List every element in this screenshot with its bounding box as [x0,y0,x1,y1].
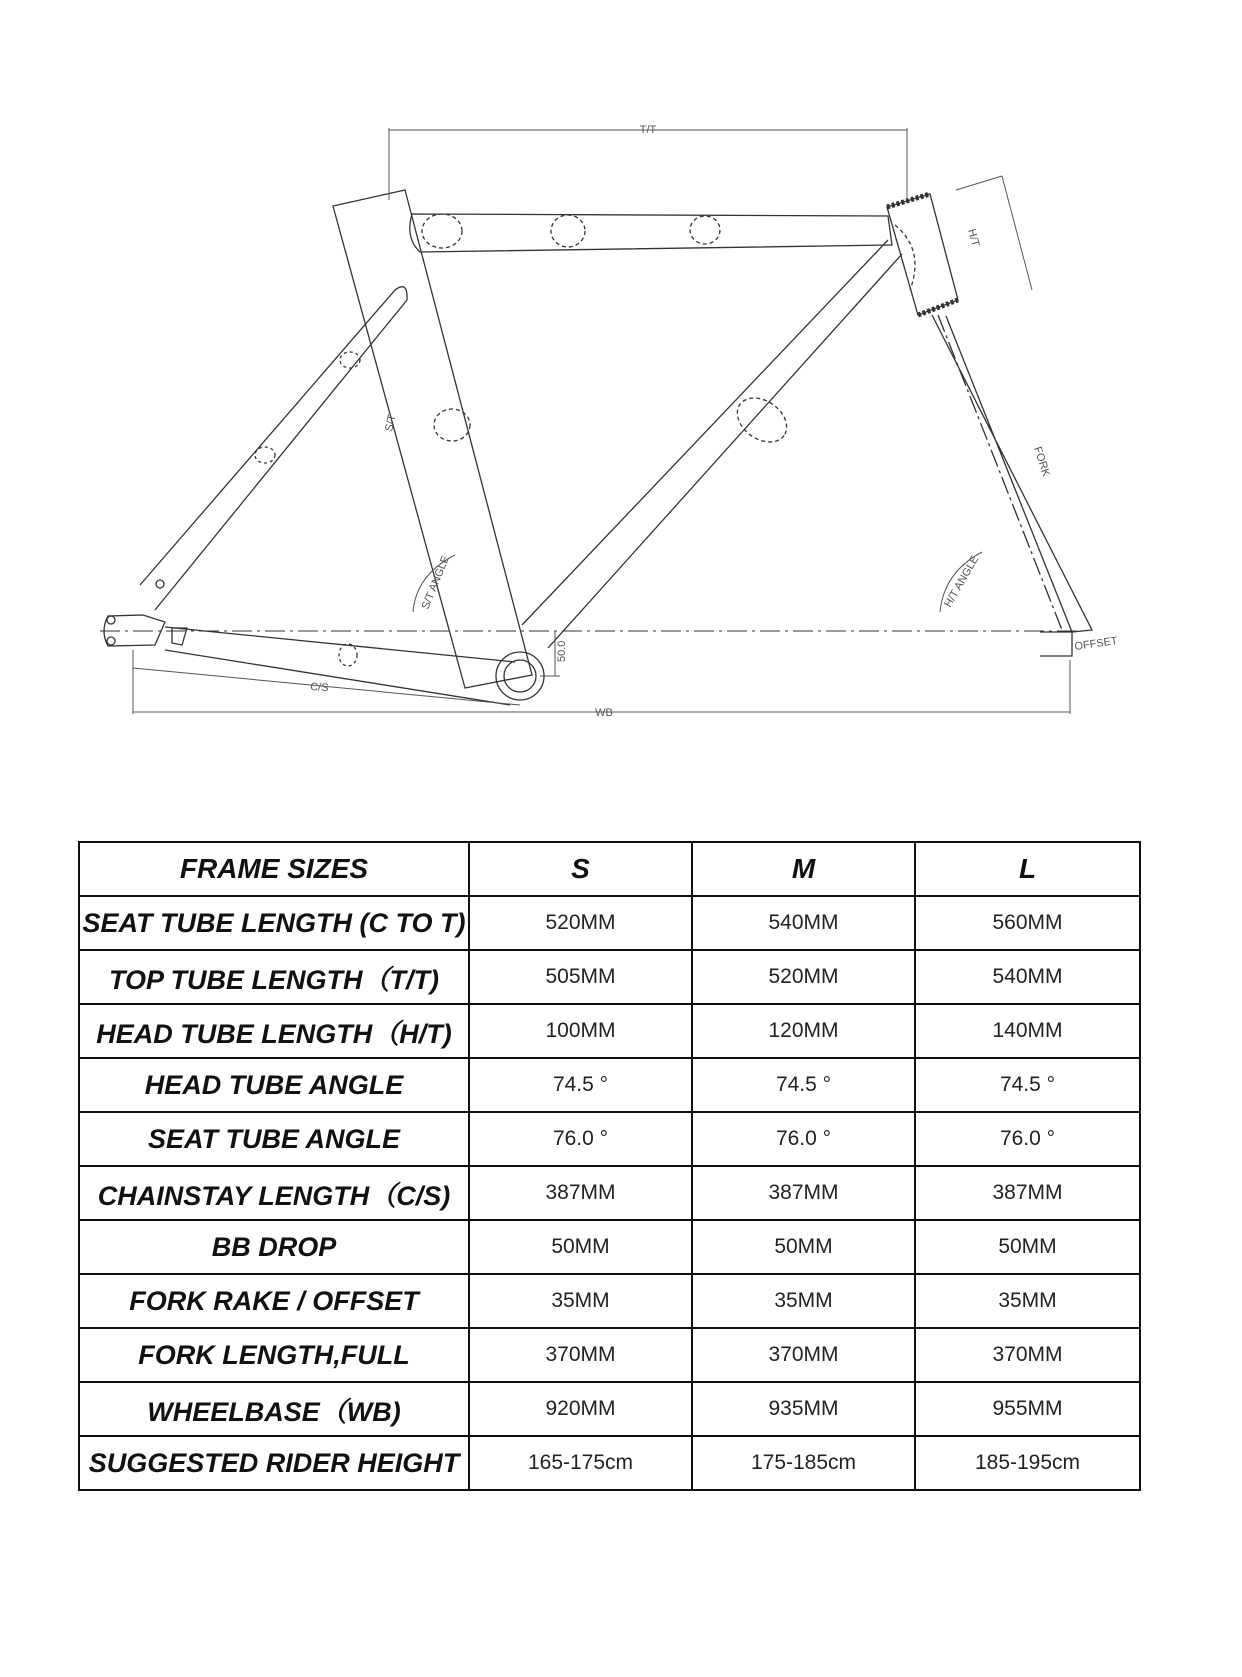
cell-m: 370MM [692,1328,915,1382]
cell-m: 520MM [692,950,915,1004]
top-tube [410,214,892,252]
seat-tube [333,190,532,688]
frame-size-table [78,841,1141,1491]
label-head-tube: H/T [965,227,982,248]
cell-l: 76.0 ° [915,1112,1140,1166]
row-label: SEAT TUBE LENGTH (C TO T) [79,896,469,950]
label-fork: FORK [1031,445,1053,478]
header-size-s: S [469,842,692,896]
header-size-l: L [915,842,1140,896]
cell-m: 74.5 ° [692,1058,915,1112]
cell-l: 35MM [915,1274,1140,1328]
down-tube [522,240,902,648]
frame-geometry-diagram [0,0,1242,800]
table-row [79,1436,1140,1490]
chainstay [165,627,515,705]
label-bb-drop: 50.0 [556,640,568,662]
cell-m: 935MM [692,1382,915,1436]
cell-m: 540MM [692,896,915,950]
cell-s: 505MM [469,950,692,1004]
table-row [79,1328,1140,1382]
table-row [79,1058,1140,1112]
cell-s: 370MM [469,1328,692,1382]
row-label: CHAINSTAY LENGTH（C/S) [79,1166,469,1220]
cell-l: 560MM [915,896,1140,950]
cell-m: 387MM [692,1166,915,1220]
cell-s: 74.5 ° [469,1058,692,1112]
label-top-tube: T/T [639,124,657,136]
table-row [79,1274,1140,1328]
cell-m: 120MM [692,1004,915,1058]
cell-l: 955MM [915,1382,1140,1436]
row-label: SEAT TUBE ANGLE [79,1112,469,1166]
cell-l: 387MM [915,1166,1140,1220]
row-label: FORK RAKE / OFFSET [79,1274,469,1328]
label-seat-tube: S/T [383,413,399,433]
label-head-tube-angle: H/T ANGLE [942,553,982,610]
cell-l: 185-195cm [915,1436,1140,1490]
row-label: FORK LENGTH,FULL [79,1328,469,1382]
cell-l: 74.5 ° [915,1058,1140,1112]
cell-s: 100MM [469,1004,692,1058]
row-label: HEAD TUBE ANGLE [79,1058,469,1112]
cell-l: 50MM [915,1220,1140,1274]
cell-l: 140MM [915,1004,1140,1058]
dimension-lines [133,128,1070,714]
bottom-bracket [496,652,544,700]
cell-l: 540MM [915,950,1140,1004]
cell-s: 76.0 ° [469,1112,692,1166]
label-offset: OFFSET [1073,635,1119,653]
cell-s: 920MM [469,1382,692,1436]
fork [932,315,1092,656]
cell-s: 165-175cm [469,1436,692,1490]
cell-m: 50MM [692,1220,915,1274]
header-frame-sizes: FRAME SIZES [79,842,469,896]
row-label: TOP TUBE LENGTH（T/T) [79,950,469,1004]
table-row [79,1166,1140,1220]
cell-s: 520MM [469,896,692,950]
table-row [79,950,1140,1004]
row-label: HEAD TUBE LENGTH（H/T) [79,1004,469,1058]
table-row [79,896,1140,950]
cell-m: 35MM [692,1274,915,1328]
table-row [79,1382,1140,1436]
label-chainstay: C/S [309,681,329,695]
head-tube [887,194,958,315]
diagram-labels [310,124,1119,719]
table-header-row [79,842,1140,896]
label-wheelbase: WB [595,707,613,719]
table-row [79,1004,1140,1058]
cell-s: 35MM [469,1274,692,1328]
row-label: WHEELBASE（WB) [79,1382,469,1436]
cell-s: 387MM [469,1166,692,1220]
cell-m: 175-185cm [692,1436,915,1490]
table-row [79,1112,1140,1166]
seat-stay [140,287,407,610]
row-label: BB DROP [79,1220,469,1274]
label-seat-tube-angle: S/T ANGLE [419,554,453,612]
cell-m: 76.0 ° [692,1112,915,1166]
header-size-m: M [692,842,915,896]
cell-l: 370MM [915,1328,1140,1382]
table-row [79,1220,1140,1274]
row-label: SUGGESTED RIDER HEIGHT [79,1436,469,1490]
cell-s: 50MM [469,1220,692,1274]
